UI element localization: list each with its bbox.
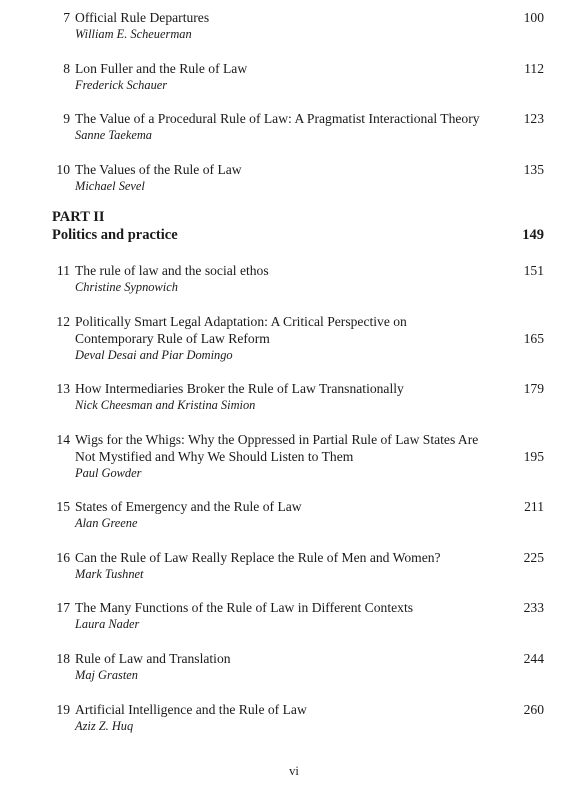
page-footer-number: vi xyxy=(289,764,299,778)
chapter-author: Mark Tushnet xyxy=(75,567,144,581)
chapter-number: 8 xyxy=(63,61,70,76)
chapter-title: Politically Smart Legal Adaptation: A Critical Perspective on xyxy=(75,314,407,329)
chapter-page-number: 244 xyxy=(523,651,544,666)
chapter-title: Lon Fuller and the Rule of Law xyxy=(75,61,248,76)
part-page-number: 149 xyxy=(522,227,544,243)
chapter-number: 14 xyxy=(56,432,70,447)
chapter-number: 19 xyxy=(56,702,70,717)
chapter-title: The Values of the Rule of Law xyxy=(75,162,242,177)
chapter-title: States of Emergency and the Rule of Law xyxy=(75,499,302,514)
chapter-title: Artificial Intelligence and the Rule of Law xyxy=(75,702,307,717)
chapter-page-number: 260 xyxy=(523,702,544,717)
chapter-title: Contemporary Rule of Law Reform xyxy=(75,331,270,346)
part-label: PART II xyxy=(52,209,105,225)
chapter-page-number: 165 xyxy=(523,331,544,346)
chapter-number: 9 xyxy=(63,111,70,126)
chapter-title: Wigs for the Whigs: Why the Oppressed in Partial Rule of Law States Are xyxy=(75,432,479,447)
chapter-title: Official Rule Departures xyxy=(75,10,210,25)
chapter-author: Deval Desai and Piar Domingo xyxy=(75,348,233,362)
chapter-author: Laura Nader xyxy=(75,617,140,631)
chapter-author: Paul Gowder xyxy=(75,466,142,480)
chapter-page-number: 135 xyxy=(523,162,544,177)
chapter-page-number: 195 xyxy=(523,449,544,464)
chapter-author: Maj Grasten xyxy=(75,668,138,682)
chapter-title: The Value of a Procedural Rule of Law: A Pragmatist Interactional Theory xyxy=(75,111,480,126)
chapter-number: 15 xyxy=(56,499,70,514)
chapter-page-number: 233 xyxy=(523,600,544,615)
chapter-page-number: 123 xyxy=(523,111,544,126)
chapter-author: Nick Cheesman and Kristina Simion xyxy=(75,398,256,412)
chapter-number: 13 xyxy=(56,381,70,396)
chapter-title: The rule of law and the social ethos xyxy=(75,263,269,278)
chapter-number: 16 xyxy=(56,550,70,565)
chapter-page-number: 179 xyxy=(523,381,544,396)
chapter-page-number: 100 xyxy=(523,10,544,25)
chapter-title: The Many Functions of the Rule of Law in Different Contexts xyxy=(75,600,414,615)
chapter-author: Michael Sevel xyxy=(75,179,145,193)
chapter-page-number: 211 xyxy=(524,499,544,514)
chapter-number: 7 xyxy=(63,10,70,25)
chapter-title: Can the Rule of Law Really Replace the Rule of Men and Women? xyxy=(75,550,441,565)
chapter-number: 18 xyxy=(56,651,70,666)
chapter-author: Christine Sypnowich xyxy=(75,280,178,294)
chapter-number: 10 xyxy=(56,162,70,177)
part-title: Politics and practice xyxy=(52,227,178,243)
chapter-page-number: 225 xyxy=(523,550,544,565)
chapter-author: Frederick Schauer xyxy=(75,78,168,92)
chapter-title: How Intermediaries Broker the Rule of Law Transnationally xyxy=(75,381,404,396)
chapter-title: Rule of Law and Translation xyxy=(75,651,231,666)
chapter-author: Sanne Taekema xyxy=(75,128,152,142)
chapter-author: Alan Greene xyxy=(75,516,138,530)
chapter-author: William E. Scheuerman xyxy=(75,27,192,41)
chapter-author: Aziz Z. Huq xyxy=(75,719,134,733)
chapter-number: 17 xyxy=(56,600,70,615)
chapter-number: 11 xyxy=(56,263,70,278)
chapter-number: 12 xyxy=(56,314,70,329)
chapter-page-number: 112 xyxy=(524,61,544,76)
chapter-title: Not Mystified and Why We Should Listen to Them xyxy=(75,449,354,464)
chapter-page-number: 151 xyxy=(523,263,544,278)
